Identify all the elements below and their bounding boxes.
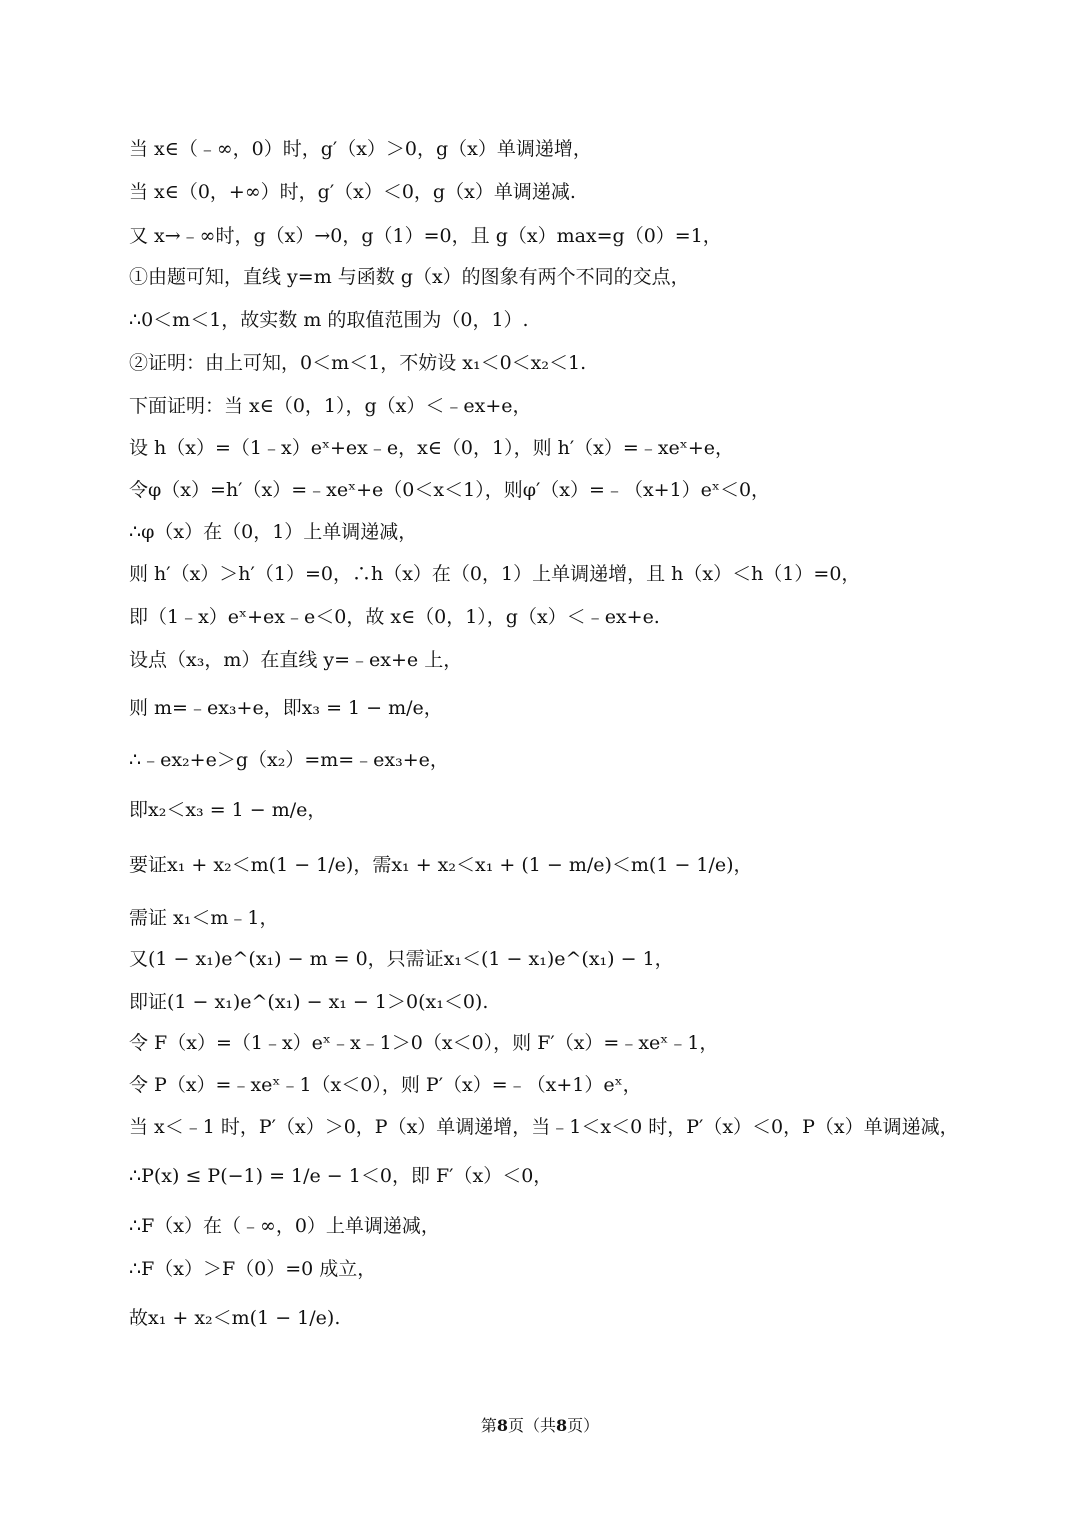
footer-middle: 页（共 [507,1416,556,1435]
text-line: 即（1﹣x）eˣ+ex﹣e＜0，故 x∈（0，1），g（x）＜﹣ex+e. [129,606,660,628]
text-line: ∴φ（x）在（0，1）上单调递减， [129,521,418,543]
text-line: ∴﹣ex₂+e＞g（x₂）=m=﹣ex₃+e， [129,749,449,771]
text-line: ∴F（x）＞F（0）=0 成立， [129,1258,377,1280]
text-line: ②证明：由上可知，0＜m＜1，不妨设 x₁＜0＜x₂＜1. [129,352,587,374]
text-line: 又(1 − x₁)e^(x₁) − m = 0，只需证x₁＜(1 − x₁)e^(x₁) − 1， [129,948,674,970]
text-line: 当 x＜﹣1 时，P′（x）＞0，P（x）单调递增，当﹣1＜x＜0 时，P′（x）＜0，P（x）单调递减， [129,1116,959,1138]
footer-total-pages: 8 [556,1416,568,1435]
text-line: 令 F（x）=（1﹣x）eˣ﹣x﹣1＞0（x＜0），则 F′（x）=﹣xeˣ﹣1， [129,1032,719,1054]
page-footer [0,1415,1080,1437]
text-line: 需证 x₁＜m﹣1， [129,907,279,929]
text-line: 故x₁ + x₂＜m(1 − 1/e). [129,1307,341,1329]
text-line: 当 x∈（0，+∞）时，g′（x）＜0，g（x）单调递减. [129,181,576,203]
text-line: 设点（x₃，m）在直线 y=﹣ex+e 上， [129,649,463,671]
text-line: 要证x₁ + x₂＜m(1 − 1/e)，需x₁ + x₂＜x₁ + (1 − m/e)＜m(1 − 1/e)， [129,854,753,876]
text-line: ∴F（x）在（﹣∞，0）上单调递减， [129,1215,440,1237]
text-line: 令 P（x）=﹣xeˣ﹣1（x＜0），则 P′（x）=﹣（x+1）eˣ， [129,1074,642,1096]
text-line: 设 h（x）=（1﹣x）eˣ+ex﹣e，x∈（0，1），则 h′（x）=﹣xeˣ+e， [129,437,734,459]
footer-page-number: 8 [496,1416,508,1435]
text-line: 则 h′（x）＞h′（1）=0，∴h（x）在（0，1）上单调递增，且 h（x）＜h（1）=0， [129,563,861,585]
text-line: 又 x→﹣∞时，g（x）→0，g（1）=0，且 g（x）max=g（0）=1， [129,225,722,247]
text-line: 即证(1 − x₁)e^(x₁) − x₁ − 1＞0(x₁＜0). [129,991,489,1013]
footer-suffix: 页） [567,1416,600,1435]
text-line: 令φ（x）=h′（x）=﹣xeˣ+e（0＜x＜1），则φ′（x）=﹣（x+1）eˣ＜0， [129,479,771,501]
text-line: 即x₂＜x₃ = 1 − m/e， [129,799,327,821]
text-line: 当 x∈（﹣∞，0）时，g′（x）＞0，g（x）单调递增， [129,138,592,160]
text-line: 下面证明：当 x∈（0，1），g（x）＜﹣ex+e， [129,395,532,417]
text-line: ∴P(x) ≤ P(−1) = 1/e − 1＜0，即 F′（x）＜0， [129,1165,553,1187]
footer-prefix: 第 [480,1416,497,1435]
text-line: 则 m=﹣ex₃+e，即x₃ = 1 − m/e， [129,697,443,719]
text-line: ①由题可知，直线 y=m 与函数 g（x）的图象有两个不同的交点， [129,266,690,288]
text-line: ∴0＜m＜1，故实数 m 的取值范围为（0，1）. [129,309,529,331]
